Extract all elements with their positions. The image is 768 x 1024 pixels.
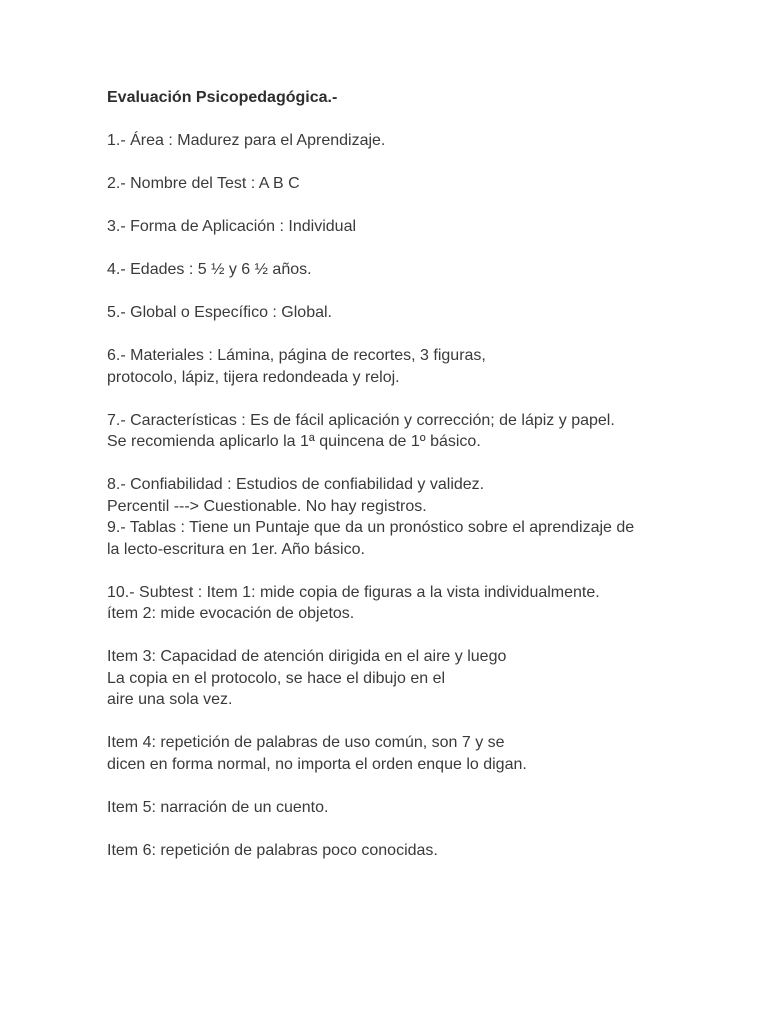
paragraph-line: 9.- Tablas : Tiene un Puntaje que da un pronóstico sobre el aprendizaje de — [107, 519, 635, 536]
paragraph-line: La copia en el protocolo, se hace el dibujo en el — [107, 669, 446, 687]
paragraph-line: 6.- Materiales : Lámina, página de recortes, 3 figuras, — [107, 347, 486, 364]
paragraph-line: Item 5: narración de un cuento. — [107, 798, 329, 816]
paragraph-subtest — [107, 582, 727, 625]
paragraph-line: Se recomienda aplicarlo la 1ª quincena de 1º básico. — [107, 433, 481, 450]
paragraph-line: Item 3: Capacidad de atención dirigida en el aire y luego — [107, 648, 507, 665]
paragraph-reliability — [107, 474, 727, 517]
paragraph-item-5 — [107, 797, 727, 819]
paragraph-line: Item 4: repetición de palabras de uso común, son 7 y se — [107, 734, 505, 751]
paragraph-global-specific — [107, 302, 727, 324]
paragraph-line: 7.- Características : Es de fácil aplicación y corrección; de lápiz y papel. — [107, 411, 615, 429]
paragraph-ages — [107, 259, 727, 281]
paragraph-tables — [107, 517, 727, 560]
paragraph-line: 10.- Subtest : Item 1: mide copia de figuras a la vista individualmente. — [107, 583, 600, 601]
paragraph-line: la lecto-escritura en 1er. Año básico. — [107, 540, 365, 558]
document-title: Evaluación Psicopedagógica.- — [107, 89, 338, 106]
paragraph-test-name — [107, 173, 727, 195]
paragraph-line: 8.- Confiabilidad : Estudios de confiabilidad y validez. — [107, 476, 485, 493]
paragraph-line: protocolo, lápiz, tijera redondeada y reloj. — [107, 368, 400, 386]
paragraph-line: 1.- Área : Madurez para el Aprendizaje. — [107, 132, 386, 149]
document-body — [107, 87, 727, 883]
paragraph-line: ítem 2: mide evocación de objetos. — [107, 605, 355, 622]
paragraph-characteristics — [107, 410, 727, 453]
paragraph-item-3 — [107, 646, 727, 711]
paragraph-item-6 — [107, 840, 727, 862]
paragraph-line: 5.- Global o Específico : Global. — [107, 304, 332, 321]
paragraph-line: aire una sola vez. — [107, 691, 233, 708]
paragraph-materials — [107, 345, 727, 388]
paragraph-application-form — [107, 216, 727, 238]
paragraph-item-4 — [107, 732, 727, 775]
paragraph-line: 3.- Forma de Aplicación : Individual — [107, 218, 357, 235]
paragraph-line: 4.- Edades : 5 ½ y 6 ½ años. — [107, 261, 312, 278]
paragraph-line: 2.- Nombre del Test : A B C — [107, 175, 300, 192]
paragraph-area — [107, 130, 727, 152]
paragraph-line: Percentil ---> Cuestionable. No hay registros. — [107, 497, 427, 515]
paragraph-line: Item 6: repetición de palabras poco conocidas. — [107, 841, 438, 859]
paragraph-line: dicen en forma normal, no importa el orden enque lo digan. — [107, 755, 527, 773]
